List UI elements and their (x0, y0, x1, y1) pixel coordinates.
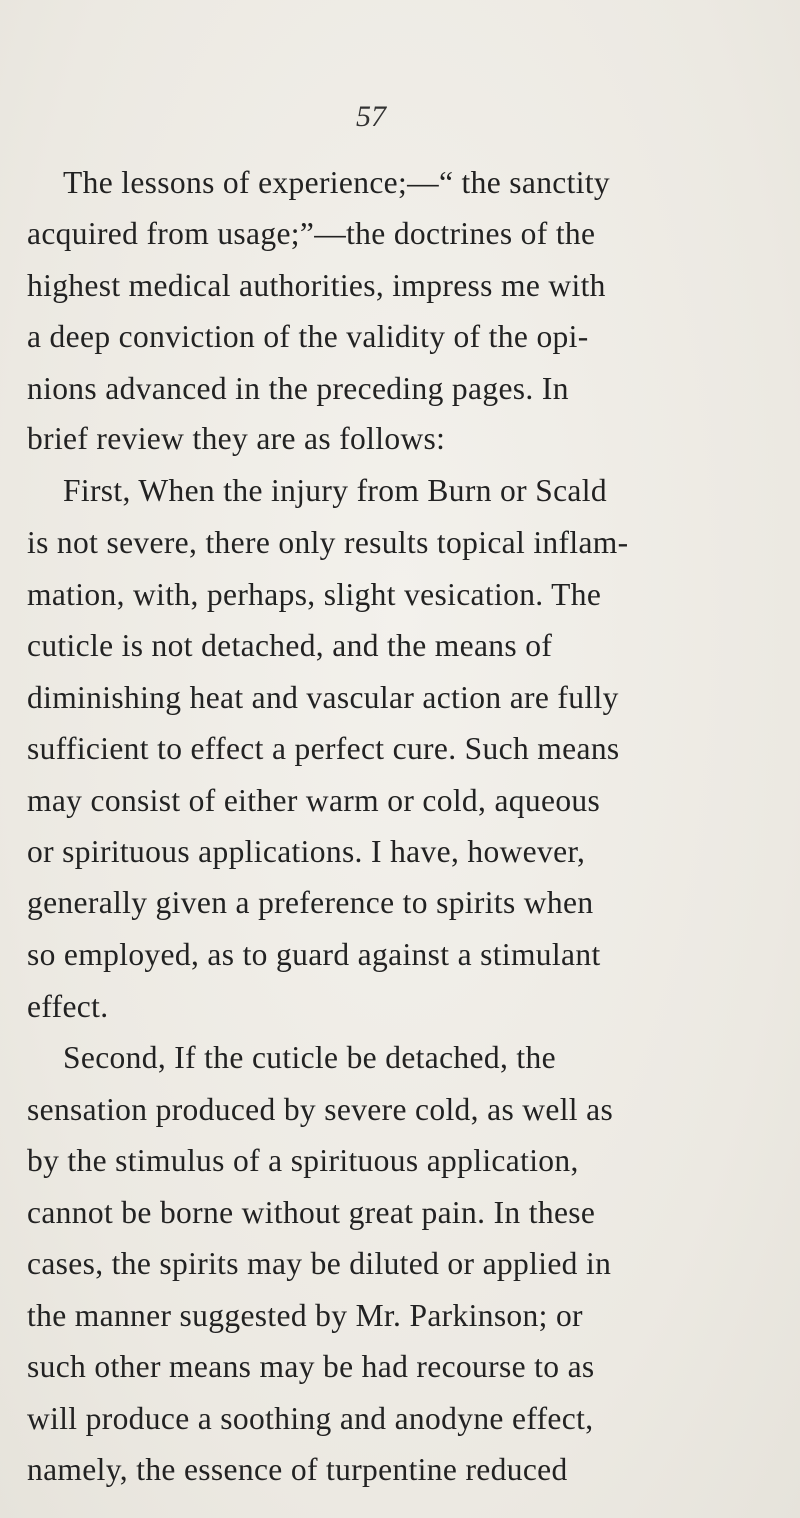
text-line: or spirituous applications. I have, however, (27, 834, 586, 869)
text-line: Second, If the cuticle be detached, the (63, 1040, 556, 1075)
text-line: effect. (27, 989, 109, 1024)
text-line: will produce a soothing and anodyne effect, (27, 1401, 594, 1436)
text-line: highest medical authorities, impress me with (27, 268, 606, 303)
text-line: The lessons of experience;—“ the sanctity (63, 165, 611, 200)
text-line: cannot be borne without great pain. In these (27, 1195, 596, 1230)
text-line: generally given a preference to spirits when (27, 885, 594, 920)
page-number: 57 (356, 100, 386, 133)
text-line: First, When the injury from Burn or Scald (63, 473, 607, 508)
text-line: the manner suggested by Mr. Parkinson; or (27, 1298, 583, 1333)
text-line: nions advanced in the preceding pages. In (27, 371, 569, 406)
text-line: diminishing heat and vascular action are fully (27, 680, 619, 715)
text-line: sensation produced by severe cold, as well as (27, 1092, 614, 1127)
text-line: cases, the spirits may be diluted or applied in (27, 1246, 612, 1281)
text-line: by the stimulus of a spirituous application, (27, 1143, 579, 1178)
text-line: may consist of either warm or cold, aqueous (27, 783, 601, 818)
text-line: brief review they are as follows: (27, 421, 446, 456)
text-line: so employed, as to guard against a stimulant (27, 937, 601, 972)
text-line: acquired from usage;”—the doctrines of the (27, 216, 596, 251)
text-line: namely, the essence of turpentine reduced (27, 1452, 568, 1487)
text-line: a deep conviction of the validity of the opi- (27, 319, 589, 354)
text-line: mation, with, perhaps, slight vesication. The (27, 577, 602, 612)
text-line: is not severe, there only results topical inflam- (27, 525, 629, 560)
text-line: sufficient to effect a perfect cure. Such means (27, 731, 620, 766)
text-line: such other means may be had recourse to as (27, 1349, 595, 1384)
text-line: cuticle is not detached, and the means of (27, 628, 553, 663)
